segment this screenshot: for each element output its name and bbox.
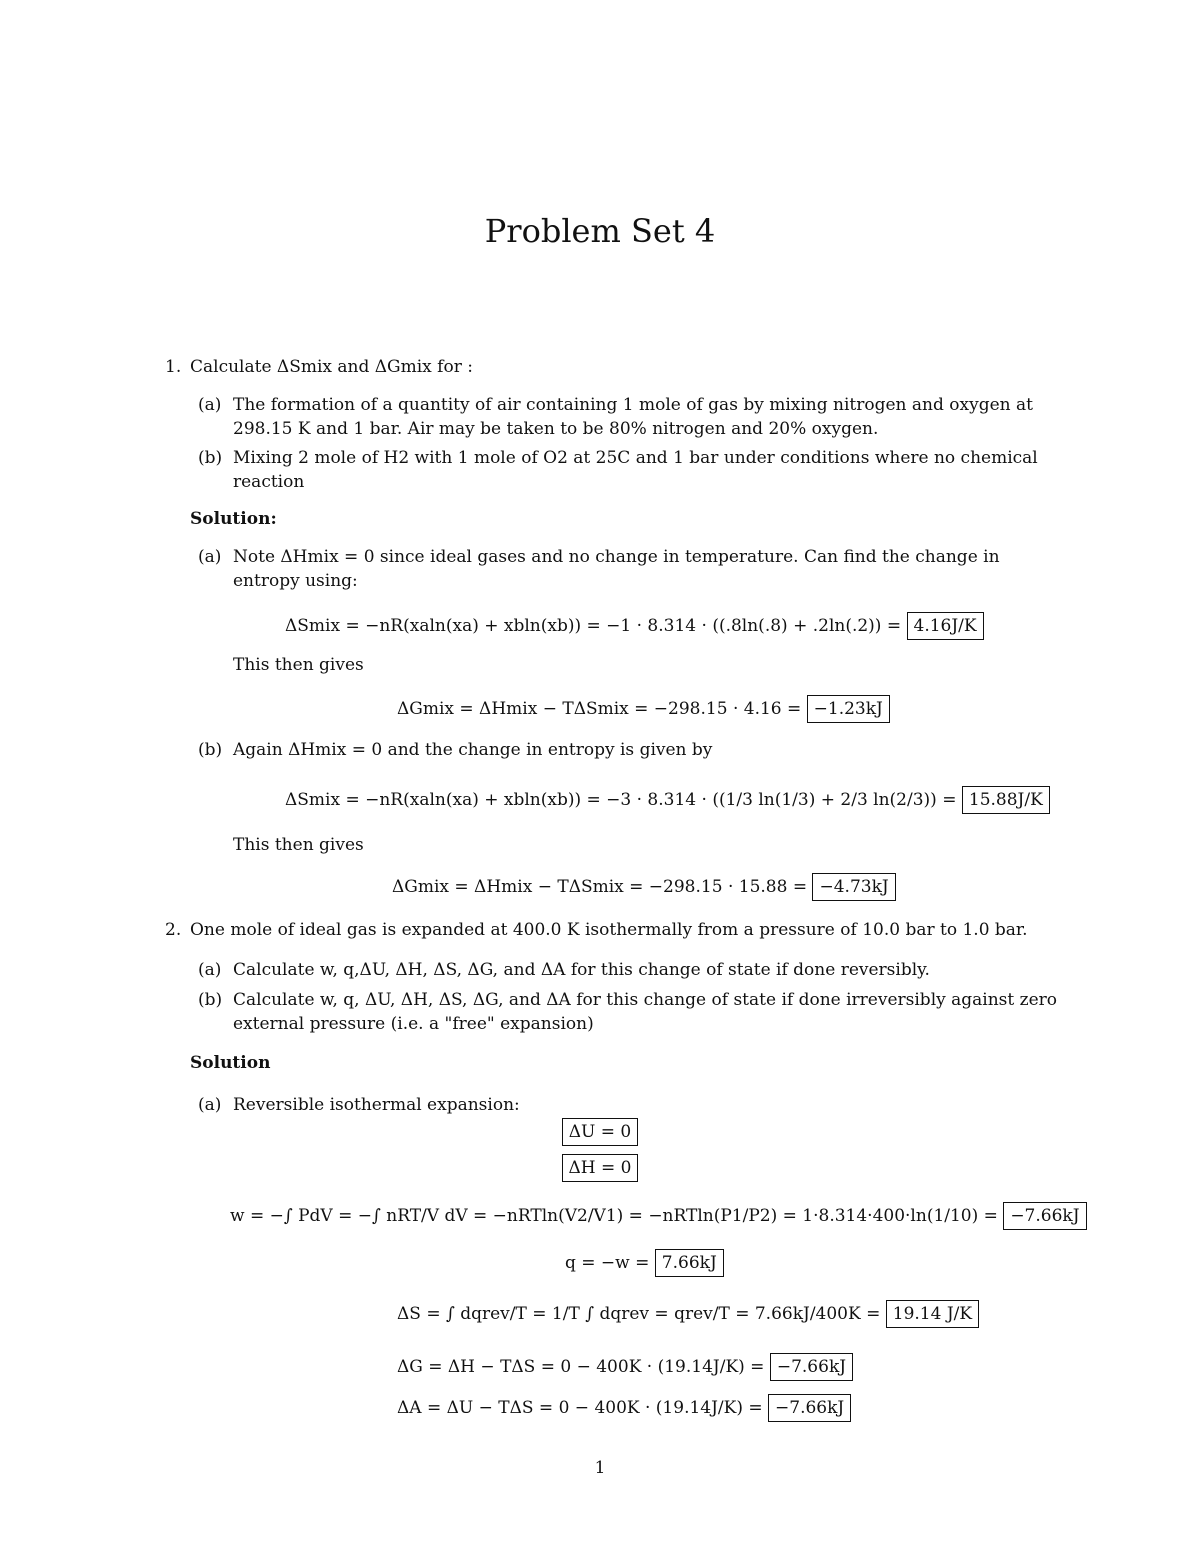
problem-2b-text: Calculate w, q, ΔU, ΔH, ΔS, ΔG, and ΔA for this change of state if done irreversibly against zero external pressure (i.e. a "free" expansion) [233,990,1058,1034]
answer-box: 19.14 J/K [886,1300,979,1328]
answer-box: 4.16J/K [907,612,984,640]
solution-1b-label: (b) [198,740,223,760]
solution-2a-text: Reversible isothermal expansion: [233,1095,520,1115]
problem-2a-label: (a) [198,960,222,980]
equation-delta-s [397,1300,979,1328]
page-title: Problem Set 4 [484,212,716,250]
page-number: 1 [594,1458,606,1478]
solution-2-label: Solution [190,1053,271,1073]
problem-1a-label: (a) [198,395,222,415]
equation-delta-g-mix-a [397,695,890,723]
equation-delta-g-mix-b [392,873,896,901]
equation-delta-a [397,1394,851,1422]
problem-1a-text: The formation of a quantity of air containing 1 mole of gas by mixing nitrogen and oxygen at 298.15 K and 1 bar. Air may be taken to be 80% nitrogen and 20% oxygen. [233,395,1033,439]
equation-delta-u [0,1118,1200,1146]
answer-box: −7.66kJ [768,1394,851,1422]
answer-box: −1.23kJ [807,695,890,723]
problem-1b-text: Mixing 2 mole of H2 with 1 mole of O2 at 25C and 1 bar under conditions where no chemical reaction [233,448,1038,492]
problem-1-text: Calculate ΔSmix and ΔGmix for : [190,357,473,377]
problem-2-number: 2. [165,920,182,940]
equation-text: ΔG = ΔH − TΔS = 0 − 400K · (19.14J/K) = [397,1357,765,1377]
answer-box: 15.88J/K [962,786,1050,814]
equation-delta-g [397,1353,853,1381]
equation-text: ΔS = ∫ dqrev/T = 1/T ∫ dqrev = qrev/T = 7.66kJ/400K = [397,1304,881,1324]
equation-text: ΔGmix = ΔHmix − TΔSmix = −298.15 · 4.16 = [397,699,802,719]
problem-2b-label: (b) [198,990,223,1010]
equation-delta-s-mix-a [285,612,984,640]
problem-2-text: One mole of ideal gas is expanded at 400.0 K isothermally from a pressure of 10.0 bar to 1.0 bar. [190,920,1028,940]
problem-1b-label: (b) [198,448,223,468]
answer-box: −7.66kJ [770,1353,853,1381]
then-text-2: This then gives [233,835,364,855]
solution-1-label: Solution: [190,509,277,529]
solution-1b-text: Again ΔHmix = 0 and the change in entropy is given by [233,740,713,760]
then-text-1: This then gives [233,655,364,675]
problem-2a-text: Calculate w, q,ΔU, ΔH, ΔS, ΔG, and ΔA for this change of state if done reversibly. [233,960,930,980]
equation-text: ΔGmix = ΔHmix − TΔSmix = −298.15 · 15.88 = [392,877,808,897]
equation-work [230,1202,1087,1230]
equation-text: ΔSmix = −nR(xaln(xa) + xbln(xb)) = −3 · 8.314 · ((1/3 ln(1/3) + 2/3 ln(2/3)) = [285,790,957,810]
solution-1a-text: Note ΔHmix = 0 since ideal gases and no change in temperature. Can find the change in entropy using: [233,547,1000,591]
equation-text: q = −w = [565,1253,650,1273]
equation-heat [565,1249,724,1277]
solution-1a-label: (a) [198,547,222,567]
equation-text: ΔA = ΔU − TΔS = 0 − 400K · (19.14J/K) = [397,1398,763,1418]
answer-box: ΔH = 0 [562,1154,639,1182]
equation-text: w = −∫ PdV = −∫ nRT/V dV = −nRTln(V2/V1) = −nRTln(P1/P2) = 1·8.314·400·ln(1/10) = [230,1206,998,1226]
solution-2a-label: (a) [198,1095,222,1115]
equation-text: ΔSmix = −nR(xaln(xa) + xbln(xb)) = −1 · 8.314 · ((.8ln(.8) + .2ln(.2)) = [285,616,902,636]
answer-box: 7.66kJ [655,1249,724,1277]
equation-delta-h [0,1154,1200,1182]
answer-box: −4.73kJ [812,873,895,901]
answer-box: ΔU = 0 [562,1118,638,1146]
problem-1-number: 1. [165,357,182,377]
equation-delta-s-mix-b [285,786,1050,814]
answer-box: −7.66kJ [1003,1202,1086,1230]
